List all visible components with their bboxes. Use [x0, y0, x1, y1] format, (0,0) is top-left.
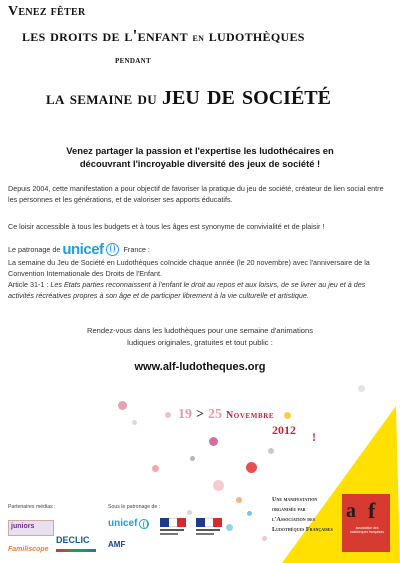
organizer-line-3: l'Association des [272, 516, 316, 523]
paragraph-loisir: Ce loisir accessible à tous les budgets et à tous les âges est synonyme de convivialité et de plaisir ! [8, 222, 325, 231]
patronage-prefix: Le patronage de [8, 244, 61, 254]
ministry-logo-line [160, 529, 184, 531]
unicef-logo: unicef [62, 240, 104, 258]
familiscope-logo [8, 538, 52, 552]
decorative-dot [268, 448, 274, 454]
lead-text: Venez partager la passion et l'expertise les ludothécaires en découvrant l'incroyable diversité des jeux de société ! [66, 145, 334, 169]
ministry-logo-line [160, 533, 178, 535]
paragraph-depuis: Depuis 2004, cette manifestation a pour objectif de favoriser la pratique du jeu de société, créateur de lien social entre les personnes et les générations, et de valoriser ses apports éducatifs. [8, 184, 384, 204]
decorative-dot [247, 511, 252, 516]
decorative-dot [262, 536, 267, 541]
rendez-vous-line-1: Rendez-vous dans les ludothèques pour une semaine d'animations [86, 326, 314, 335]
decorative-dot [236, 497, 242, 503]
media-partners-label: Partenaires médias : [8, 504, 56, 510]
patronage-title-line [8, 241, 392, 257]
header-line-venez-feter: Venez fêter [8, 4, 86, 19]
patronage-block [8, 241, 392, 301]
decorative-dot [152, 465, 159, 472]
patronage-description: La semaine du Jeu de Société en Ludothèques coïncide chaque année (le 20 novembre) avec l'anniversaire de la Convention Internationale des Droits de l'Enfant. [8, 258, 370, 278]
decorative-dot [132, 420, 137, 425]
declic-logo [56, 530, 96, 548]
ministry-logo-1 [160, 518, 186, 542]
header-line-pendant: pendant [115, 55, 151, 66]
juniors-logo [8, 520, 54, 536]
article-label: Article 31-1 : [8, 280, 49, 289]
decorative-dot [226, 524, 233, 531]
date-exclamation: ! [312, 430, 316, 444]
header-jeu-text: jeu de société [161, 79, 331, 111]
alf-logo [342, 494, 390, 552]
header-ludotheques-text: ludothèques [208, 26, 305, 45]
date-end: 25 [207, 407, 222, 422]
header-semaine-text: la semaine du [46, 88, 157, 109]
alf-logo-text: association des ludothèques françaises [350, 526, 384, 535]
rendez-vous-text [60, 325, 340, 349]
event-dates [178, 405, 274, 423]
unicef-footer-logo [108, 518, 152, 529]
alf-logo-letter-f: f [368, 498, 376, 523]
unicef-globe-icon [106, 243, 119, 256]
patronage-label: Sous le patronage de : [108, 504, 161, 510]
decorative-dot [187, 510, 192, 515]
organizer-line-4: Ludothèques Françaises [272, 526, 333, 533]
date-start: 19 [178, 407, 192, 422]
decorative-dot [118, 401, 127, 410]
declic-logo-bar [56, 549, 96, 552]
decorative-dot [284, 412, 291, 419]
decorative-dot [358, 385, 365, 392]
header-en-text: en [192, 30, 205, 44]
header-line-droits [22, 26, 305, 46]
amf-logo: AMF [108, 540, 126, 549]
ministry-logo-line [196, 529, 220, 531]
article-text: Les Etats parties reconnaissent à l'enfant le droit au repos et aux loisirs, de se livrer au jeu et à des activités récréatives propres à son âge et de participer librement à la vie culturelle et artistique. [8, 280, 366, 300]
website-url[interactable]: www.alf-ludotheques.org [134, 361, 266, 373]
patronage-article [8, 279, 392, 301]
ministry-logo-2 [196, 518, 222, 542]
date-separator: > [196, 407, 204, 422]
unicef-footer-globe-icon [139, 519, 149, 529]
decorative-dot [165, 412, 171, 418]
decorative-dot [190, 456, 195, 461]
organizer-line-2: organisée par [272, 506, 306, 513]
decorative-dot [209, 437, 218, 446]
rendez-vous-line-2: ludiques originales, gratuites et tout public : [127, 338, 273, 347]
patronage-suffix: France : [123, 244, 150, 254]
organizer-text [272, 495, 340, 535]
date-month: Novembre [225, 410, 275, 421]
header-droits-text: les droits de l'enfant [22, 26, 188, 45]
declic-logo-text: DECLIC [56, 535, 90, 545]
french-flag-icon [160, 518, 186, 527]
ministry-logo-line [196, 533, 214, 535]
alf-logo-letter-a: a [346, 500, 356, 522]
french-flag-icon [196, 518, 222, 527]
unicef-footer-text: unicef [108, 518, 138, 529]
header-line-semaine [46, 79, 331, 112]
juniors-logo-text: juniors [11, 523, 35, 530]
date-year: 2012 [272, 423, 296, 437]
decorative-dot [246, 462, 257, 473]
familiscope-logo-text: Familiscope [8, 546, 49, 553]
organizer-line-1: Une manifestation [272, 496, 318, 503]
decorative-dot [213, 480, 224, 491]
